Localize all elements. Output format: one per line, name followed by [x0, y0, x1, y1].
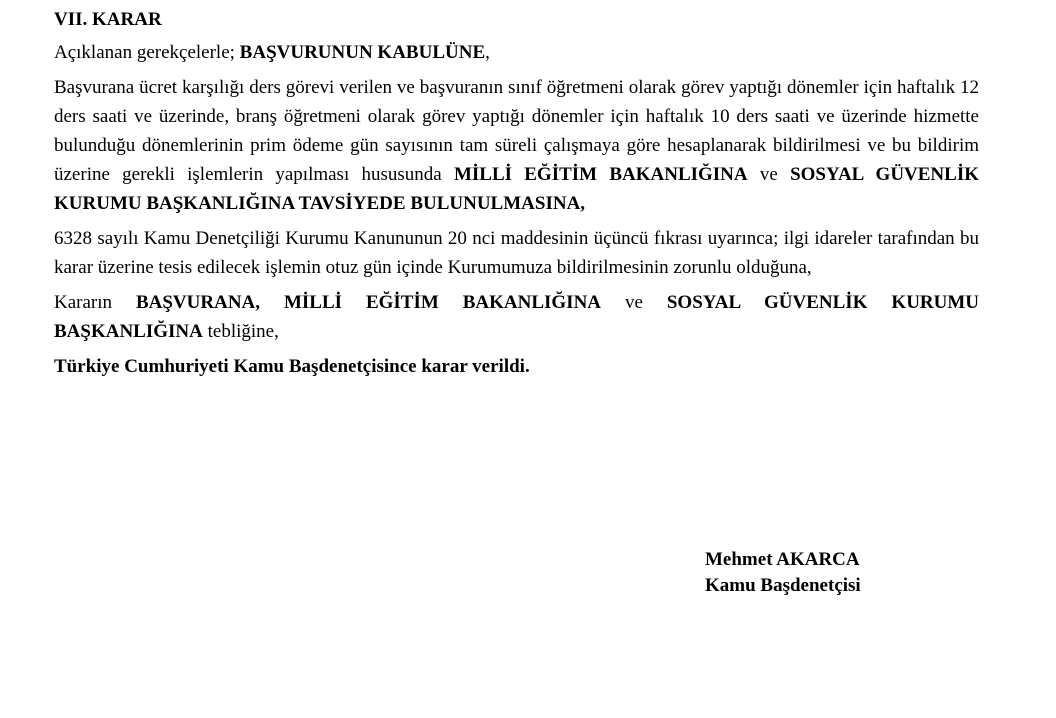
paragraph-acceptance-tail: , [485, 42, 490, 63]
paragraph-recommendation-sgk: SOSYAL GÜVENLİK KURUMU BAŞKANLIĞINA TAVSİYEDE BULUNULMASINA, [54, 164, 979, 214]
paragraph-acceptance-bold: BAŞVURUNUN KABULÜNE [239, 42, 486, 63]
paragraph-verdict [54, 352, 979, 381]
paragraph-recommendation-and: ve [747, 164, 791, 185]
paragraph-notification-and: ve [601, 292, 667, 313]
paragraph-notification-tail: tebliğine, [202, 321, 279, 342]
section-heading: VII. KARAR [54, 9, 162, 30]
paragraph-acceptance [54, 38, 979, 67]
paragraph-recommendation [54, 73, 979, 218]
decision-document [54, 8, 979, 387]
paragraph-recommendation-ministry: MİLLİ EĞİTİM BAKANLIĞINA [453, 164, 748, 185]
paragraph-law-reference: 6328 sayılı Kamu Denetçiliği Kurumu Kanununun 20 nci maddesinin üçüncü fıkrası uyarınca; ilgi idareler tarafından bu karar üzerine tesis edilecek işlemin otuz gün içinde Kurumumuza bildirilmesinin zorunlu olduğuna, [54, 228, 979, 278]
paragraph-notification-sgk: SOSYAL GÜVENLİK KURUMU BAŞKANLIĞINA [54, 292, 980, 342]
paragraph-notification [54, 288, 979, 346]
signature-block [705, 547, 861, 599]
paragraph-notification-text: Kararın [54, 292, 136, 313]
paragraph-verdict-bold: Türkiye Cumhuriyeti Kamu Başdenetçisince karar verildi. [54, 356, 530, 377]
paragraph-recommendation-text: Başvurana ücret karşılığı ders görevi verilen ve başvuranın sınıf öğretmeni olarak görev yaptığı dönemler için haftalık 12 ders saati ve üzerinde, branş öğretmeni olarak görev yaptığı dönemler için haftalık 10 ders saati ve üzerinde hizmette bulunduğu dönemlerinin prim ödeme gün sayısının tam süreli çalışmaya göre hesaplanarak bildirilmesi ve bu bildirim üzerine gerekli işlemlerin yapılması hususunda [54, 77, 979, 185]
signatory-name: Mehmet AKARCA [705, 549, 860, 570]
signatory-title: Kamu Başdenetçisi [705, 575, 861, 596]
paragraph-acceptance-text: Açıklanan gerekçelerle; [54, 42, 240, 63]
paragraph-notification-recipients: BAŞVURANA, MİLLİ EĞİTİM BAKANLIĞINA [135, 292, 602, 313]
